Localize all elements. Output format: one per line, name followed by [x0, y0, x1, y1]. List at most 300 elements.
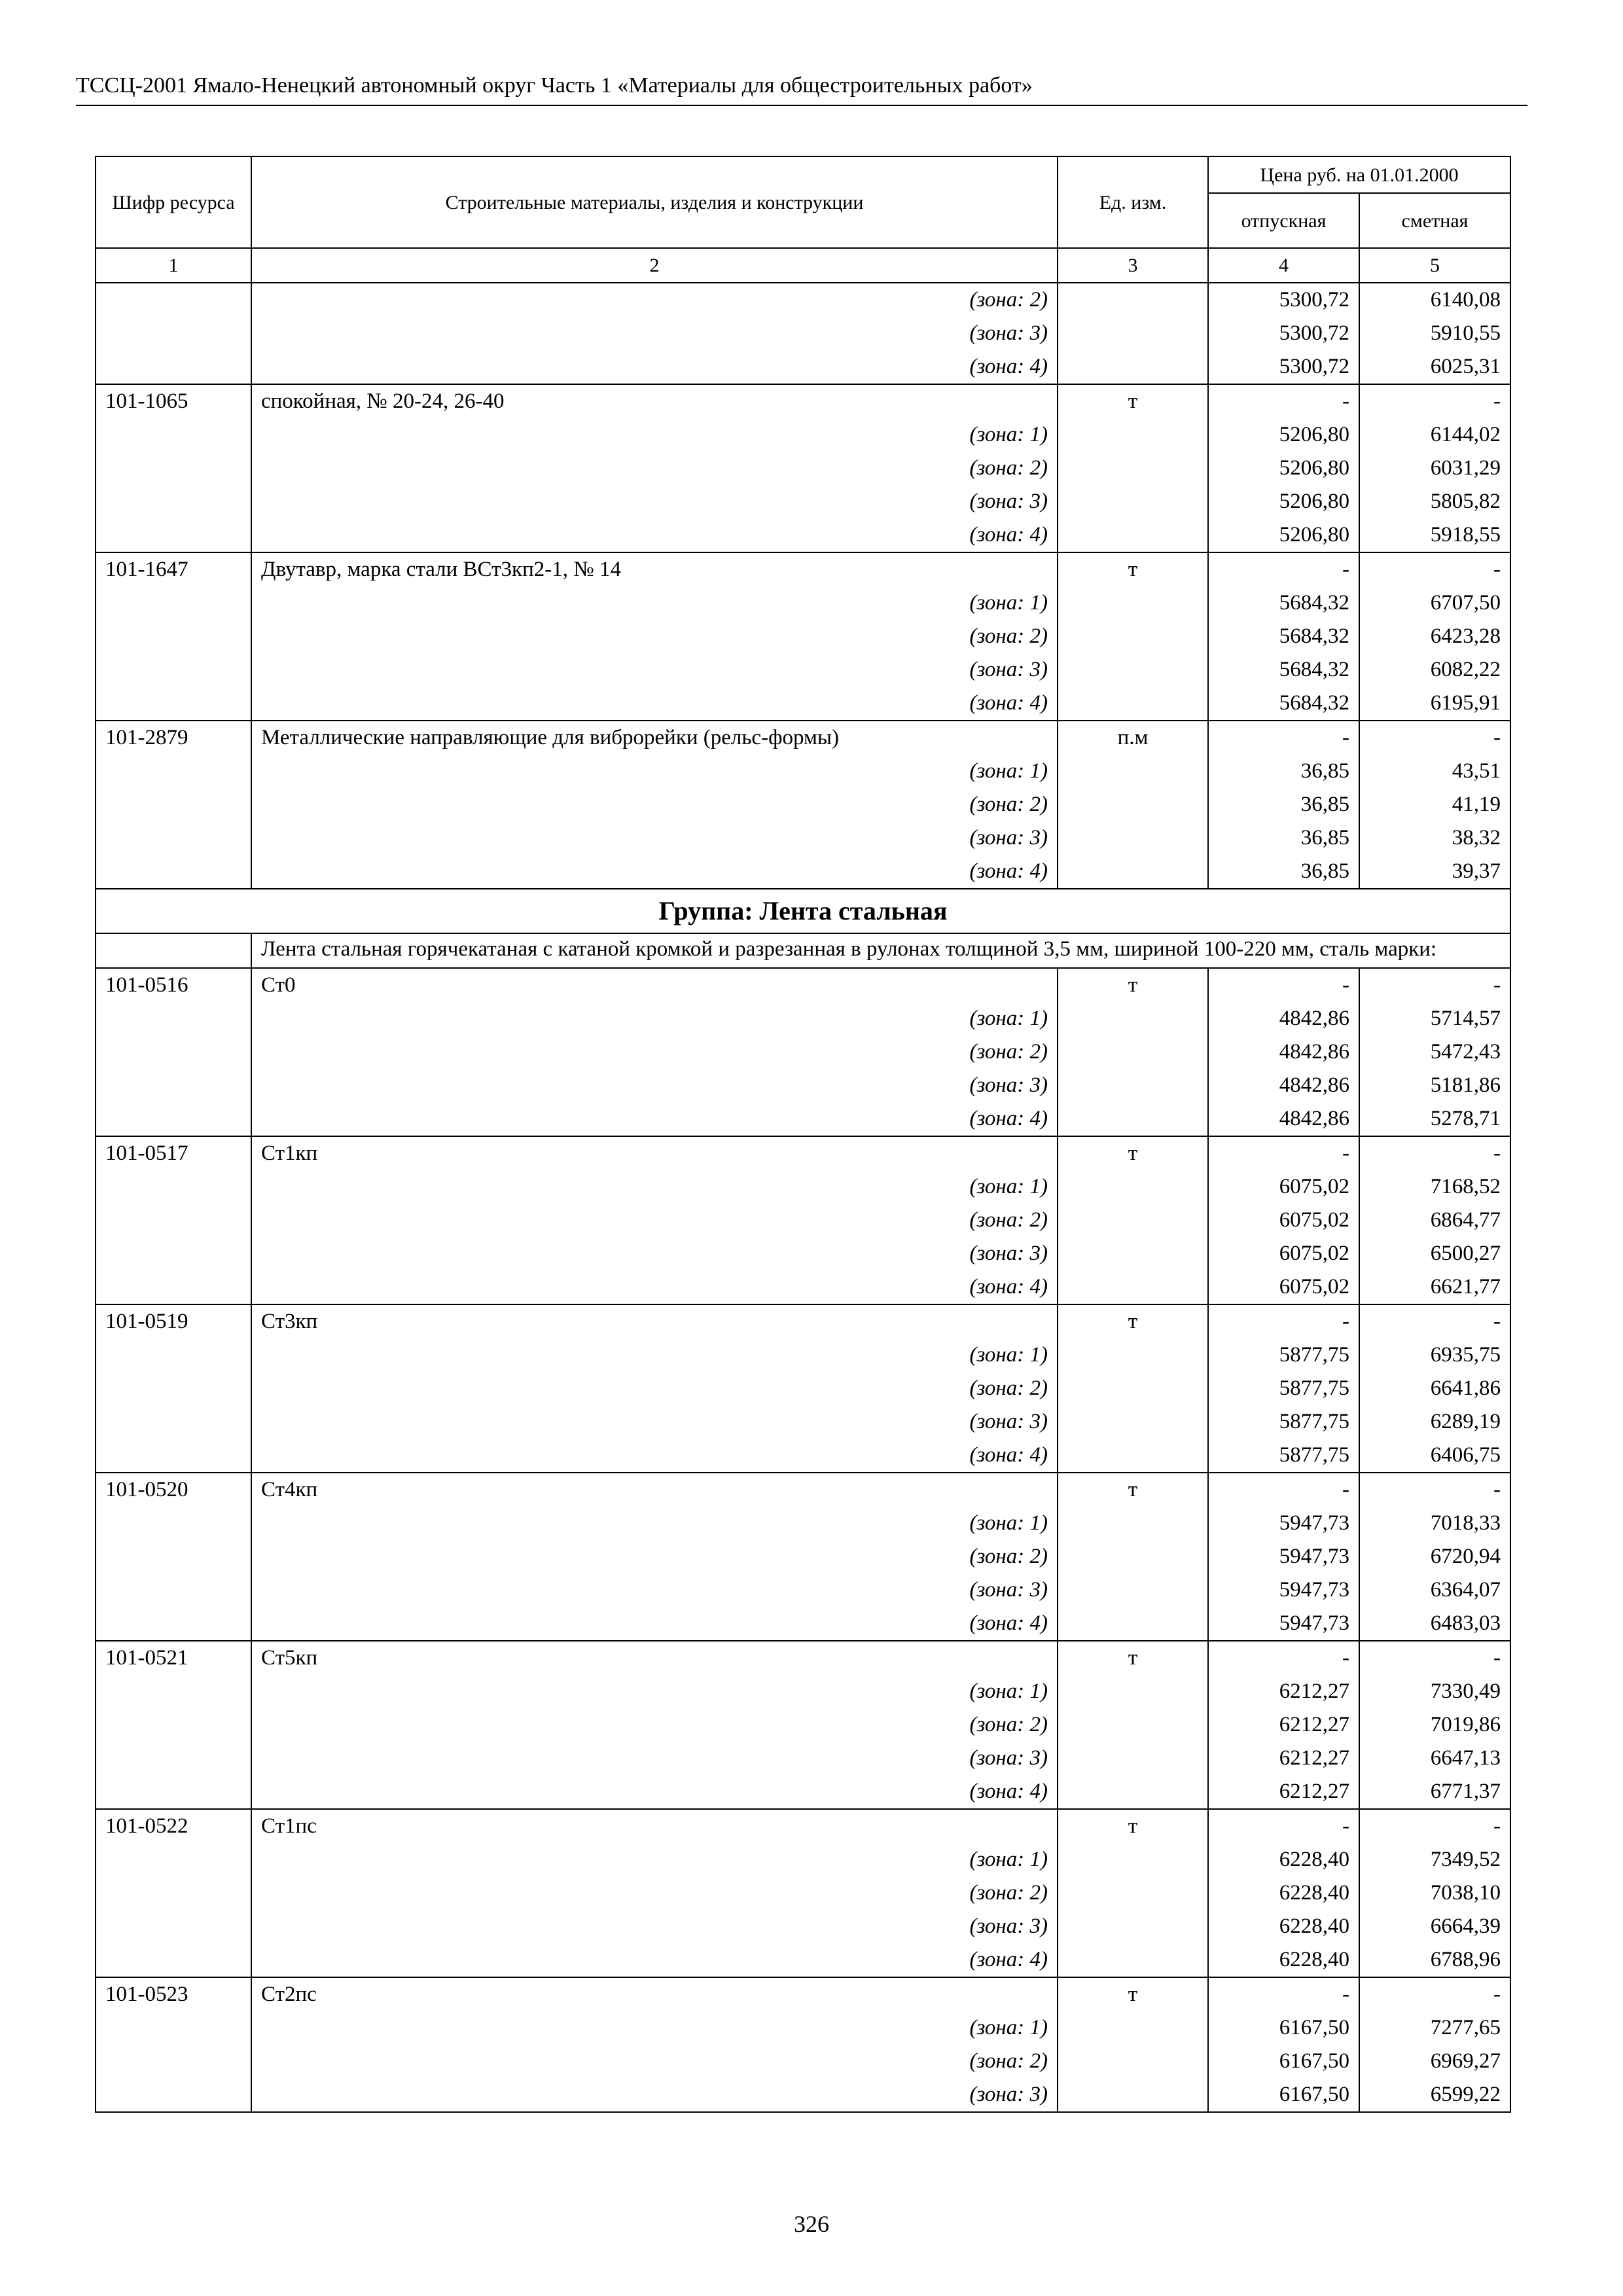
- unit-cell: [1058, 350, 1208, 384]
- zone-label: (зона: 1): [251, 1170, 1058, 1204]
- material-name: Ст0: [251, 968, 1058, 1002]
- col-header-name: Строительные материалы, изделия и конструкции: [251, 156, 1058, 248]
- zone-label: (зона: 2): [251, 1035, 1058, 1069]
- table-head: [96, 156, 1510, 283]
- code-cell: [96, 755, 251, 788]
- table-row: [96, 2011, 1510, 2045]
- release-price: 5300,72: [1208, 317, 1359, 350]
- code-cell: [96, 1270, 251, 1304]
- material-name: Ст5кп: [251, 1641, 1058, 1675]
- table-row: [96, 1675, 1510, 1708]
- code-cell: [96, 1372, 251, 1405]
- unit-cell: [1058, 418, 1208, 452]
- estimate-price: 7018,33: [1359, 1507, 1510, 1540]
- estimate-price: -: [1359, 552, 1510, 586]
- estimate-price: 6082,22: [1359, 653, 1510, 687]
- table-row: [96, 968, 1510, 1002]
- release-price: 5684,32: [1208, 620, 1359, 653]
- release-price: -: [1208, 721, 1359, 755]
- zone-label: (зона: 4): [251, 350, 1058, 384]
- zone-label: (зона: 3): [251, 1069, 1058, 1102]
- estimate-price: 7168,52: [1359, 1170, 1510, 1204]
- release-price: 6212,27: [1208, 1675, 1359, 1708]
- table-row: [96, 384, 1510, 418]
- zone-label: (зона: 2): [251, 1876, 1058, 1910]
- estimate-price: 6935,75: [1359, 1338, 1510, 1372]
- table-row: [96, 350, 1510, 384]
- unit-cell: [1058, 518, 1208, 552]
- release-price: 36,85: [1208, 755, 1359, 788]
- zone-label: (зона: 3): [251, 1910, 1058, 1943]
- estimate-price: 6195,91: [1359, 687, 1510, 721]
- table-row: [96, 452, 1510, 485]
- unit-cell: т: [1058, 1136, 1208, 1170]
- estimate-price: 6707,50: [1359, 586, 1510, 620]
- release-price: 5947,73: [1208, 1607, 1359, 1641]
- unit-cell: [1058, 485, 1208, 518]
- col-header-unit: Ед. изм.: [1058, 156, 1208, 248]
- code-cell: [96, 1843, 251, 1876]
- unit-cell: [1058, 1372, 1208, 1405]
- estimate-price: 5805,82: [1359, 485, 1510, 518]
- release-price: 6075,02: [1208, 1170, 1359, 1204]
- zone-label: (зона: 3): [251, 2078, 1058, 2112]
- code-cell: [96, 1910, 251, 1943]
- unit-cell: [1058, 1002, 1208, 1035]
- estimate-price: 38,32: [1359, 821, 1510, 855]
- code-cell: [96, 1775, 251, 1809]
- unit-cell: [1058, 1102, 1208, 1136]
- material-name: Ст4кп: [251, 1473, 1058, 1507]
- release-price: -: [1208, 384, 1359, 418]
- material-name: спокойная, № 20-24, 26-40: [251, 384, 1058, 418]
- resource-code: 101-0516: [96, 968, 251, 1002]
- estimate-price: -: [1359, 1304, 1510, 1338]
- items-section-a: [96, 384, 1510, 889]
- code-cell: [96, 1069, 251, 1102]
- estimate-price: 5181,86: [1359, 1069, 1510, 1102]
- unit-cell: т: [1058, 1641, 1208, 1675]
- release-price: 5947,73: [1208, 1507, 1359, 1540]
- table-row: [96, 1573, 1510, 1607]
- code-cell: [96, 1708, 251, 1742]
- estimate-price: 6788,96: [1359, 1943, 1510, 1977]
- release-price: 6075,02: [1208, 1270, 1359, 1304]
- unit-cell: [1058, 1237, 1208, 1270]
- code-cell: [96, 1507, 251, 1540]
- code-cell: [96, 1204, 251, 1237]
- table-row: [96, 1069, 1510, 1102]
- table-row: [96, 1035, 1510, 1069]
- table-row: [96, 1809, 1510, 1843]
- estimate-price: 6647,13: [1359, 1742, 1510, 1775]
- table-row: [96, 1742, 1510, 1775]
- estimate-price: 7330,49: [1359, 1675, 1510, 1708]
- material-name: Ст2пс: [251, 1977, 1058, 2011]
- zone-label: (зона: 1): [251, 1002, 1058, 1035]
- zone-label: (зона: 1): [251, 755, 1058, 788]
- estimate-price: 6771,37: [1359, 1775, 1510, 1809]
- estimate-price: 6864,77: [1359, 1204, 1510, 1237]
- table-row: [96, 1943, 1510, 1977]
- code-cell: [96, 586, 251, 620]
- zone-label: (зона: 3): [251, 1742, 1058, 1775]
- estimate-price: 7038,10: [1359, 1876, 1510, 1910]
- release-price: 4842,86: [1208, 1069, 1359, 1102]
- estimate-price: -: [1359, 1809, 1510, 1843]
- table-row: [96, 1136, 1510, 1170]
- estimate-price: 39,37: [1359, 855, 1510, 889]
- code-cell: [96, 2045, 251, 2078]
- unit-cell: т: [1058, 552, 1208, 586]
- unit-cell: [1058, 1270, 1208, 1304]
- unit-cell: [1058, 586, 1208, 620]
- table-row: [96, 821, 1510, 855]
- table-row: [96, 1204, 1510, 1237]
- header-rule: [76, 105, 1527, 106]
- release-price: 5877,75: [1208, 1338, 1359, 1372]
- unit-cell: т: [1058, 384, 1208, 418]
- code-cell: [96, 1943, 251, 1977]
- release-price: 5684,32: [1208, 586, 1359, 620]
- estimate-price: -: [1359, 384, 1510, 418]
- unit-cell: [1058, 653, 1208, 687]
- unit-cell: [1058, 317, 1208, 350]
- code-cell: [96, 1675, 251, 1708]
- table-row: [96, 1002, 1510, 1035]
- zone-label: (зона: 1): [251, 586, 1058, 620]
- release-price: 5877,75: [1208, 1372, 1359, 1405]
- estimate-price: 6140,08: [1359, 283, 1510, 317]
- table-row: [96, 1843, 1510, 1876]
- code-cell: [96, 1170, 251, 1204]
- zone-label: (зона: 1): [251, 1338, 1058, 1372]
- release-price: 6228,40: [1208, 1910, 1359, 1943]
- table-row: [96, 855, 1510, 889]
- estimate-price: 5278,71: [1359, 1102, 1510, 1136]
- code-cell: [96, 1876, 251, 1910]
- code-cell: [96, 1102, 251, 1136]
- release-price: 5206,80: [1208, 452, 1359, 485]
- release-price: 6228,40: [1208, 1943, 1359, 1977]
- table-row: [96, 1304, 1510, 1338]
- table-row: [96, 317, 1510, 350]
- zone-label: (зона: 1): [251, 1675, 1058, 1708]
- zone-label: (зона: 4): [251, 1102, 1058, 1136]
- code-cell: [96, 1540, 251, 1573]
- zone-label: (зона: 4): [251, 1270, 1058, 1304]
- zone-label: (зона: 1): [251, 1507, 1058, 1540]
- table-row: [96, 1775, 1510, 1809]
- release-price: 6075,02: [1208, 1237, 1359, 1270]
- release-price: 6167,50: [1208, 2045, 1359, 2078]
- unit-cell: [1058, 1204, 1208, 1237]
- zone-label: (зона: 4): [251, 855, 1058, 889]
- release-price: 5947,73: [1208, 1540, 1359, 1573]
- table-row: [96, 2078, 1510, 2112]
- estimate-price: 6599,22: [1359, 2078, 1510, 2112]
- unit-cell: [1058, 1069, 1208, 1102]
- code-cell: [96, 283, 251, 317]
- col-header-release: отпускная: [1208, 193, 1359, 248]
- zone-label: (зона: 4): [251, 1943, 1058, 1977]
- estimate-price: 5714,57: [1359, 1002, 1510, 1035]
- zone-label: (зона: 4): [251, 1439, 1058, 1473]
- page-number: 326: [794, 2211, 829, 2237]
- unit-cell: [1058, 755, 1208, 788]
- code-cell: [96, 1439, 251, 1473]
- estimate-price: 6664,39: [1359, 1910, 1510, 1943]
- col-header-code: Шифр ресурса: [96, 156, 251, 248]
- code-cell: [96, 788, 251, 821]
- zone-label: (зона: 3): [251, 1405, 1058, 1439]
- table-row: [96, 1102, 1510, 1136]
- continuation-rows: [96, 283, 1510, 384]
- release-price: 5947,73: [1208, 1573, 1359, 1607]
- code-cell: [96, 687, 251, 721]
- code-cell: [96, 1035, 251, 1069]
- estimate-price: 6641,86: [1359, 1372, 1510, 1405]
- unit-cell: т: [1058, 1809, 1208, 1843]
- unit-cell: [1058, 788, 1208, 821]
- resource-code: 101-0523: [96, 1977, 251, 2011]
- zone-label: (зона: 2): [251, 620, 1058, 653]
- material-name: Ст1кп: [251, 1136, 1058, 1170]
- release-price: -: [1208, 1641, 1359, 1675]
- code-cell: [96, 1405, 251, 1439]
- release-price: 36,85: [1208, 821, 1359, 855]
- estimate-price: 6025,31: [1359, 350, 1510, 384]
- estimate-price: 7349,52: [1359, 1843, 1510, 1876]
- table-row: [96, 1641, 1510, 1675]
- resource-code: 101-1065: [96, 384, 251, 418]
- unit-cell: [1058, 1742, 1208, 1775]
- estimate-price: 6031,29: [1359, 452, 1510, 485]
- table-row: [96, 1372, 1510, 1405]
- unit-cell: т: [1058, 1304, 1208, 1338]
- estimate-price: 6289,19: [1359, 1405, 1510, 1439]
- col-number: 3: [1058, 248, 1208, 283]
- zone-label: (зона: 4): [251, 1775, 1058, 1809]
- table-row: [96, 2045, 1510, 2078]
- estimate-price: 6406,75: [1359, 1439, 1510, 1473]
- unit-cell: [1058, 821, 1208, 855]
- unit-cell: [1058, 1540, 1208, 1573]
- code-cell: [96, 855, 251, 889]
- release-price: 6167,50: [1208, 2078, 1359, 2112]
- unit-cell: [1058, 2078, 1208, 2112]
- estimate-price: 5918,55: [1359, 518, 1510, 552]
- unit-cell: [1058, 1035, 1208, 1069]
- unit-cell: [1058, 2011, 1208, 2045]
- release-price: 4842,86: [1208, 1035, 1359, 1069]
- unit-cell: [1058, 1876, 1208, 1910]
- release-price: 5206,80: [1208, 518, 1359, 552]
- unit-cell: [1058, 1708, 1208, 1742]
- table-row: [96, 1507, 1510, 1540]
- unit-cell: [1058, 1338, 1208, 1372]
- unit-cell: [1058, 1439, 1208, 1473]
- zone-label: (зона: 3): [251, 821, 1058, 855]
- code-cell: [96, 350, 251, 384]
- release-price: -: [1208, 1809, 1359, 1843]
- release-price: -: [1208, 968, 1359, 1002]
- estimate-price: 5910,55: [1359, 317, 1510, 350]
- unit-cell: [1058, 1675, 1208, 1708]
- material-name: Ст1пс: [251, 1809, 1058, 1843]
- estimate-price: 6144,02: [1359, 418, 1510, 452]
- code-cell: [96, 653, 251, 687]
- group-section: [96, 889, 1510, 968]
- table-row: [96, 755, 1510, 788]
- estimate-price: 6969,27: [1359, 2045, 1510, 2078]
- table-row: [96, 283, 1510, 317]
- col-number: 4: [1208, 248, 1359, 283]
- release-price: -: [1208, 1304, 1359, 1338]
- zone-label: (зона: 4): [251, 518, 1058, 552]
- material-name: Двутавр, марка стали ВСт3кп2-1, № 14: [251, 552, 1058, 586]
- zone-label: (зона: 1): [251, 418, 1058, 452]
- material-name: Металлические направляющие для виброрейки (рельс-формы): [251, 721, 1058, 755]
- table-row: [96, 788, 1510, 821]
- col-header-estimate: сметная: [1359, 193, 1510, 248]
- estimate-price: 7277,65: [1359, 2011, 1510, 2045]
- table-row: [96, 1170, 1510, 1204]
- estimate-price: -: [1359, 1977, 1510, 2011]
- release-price: 5877,75: [1208, 1439, 1359, 1473]
- estimate-price: -: [1359, 1136, 1510, 1170]
- zone-label: (зона: 2): [251, 1540, 1058, 1573]
- items-section-b: [96, 968, 1510, 2112]
- table-row: [96, 518, 1510, 552]
- estimate-price: 6621,77: [1359, 1270, 1510, 1304]
- table-row: [96, 1977, 1510, 2011]
- code-cell: [96, 1237, 251, 1270]
- unit-cell: [1058, 1170, 1208, 1204]
- unit-cell: [1058, 452, 1208, 485]
- table-row: [96, 1338, 1510, 1372]
- resource-code: 101-0517: [96, 1136, 251, 1170]
- intro-code-cell: [96, 933, 251, 968]
- release-price: 6167,50: [1208, 2011, 1359, 2045]
- material-name: Ст3кп: [251, 1304, 1058, 1338]
- estimate-price: 41,19: [1359, 788, 1510, 821]
- col-number: 2: [251, 248, 1058, 283]
- table-row: [96, 1607, 1510, 1641]
- zone-label: (зона: 3): [251, 1573, 1058, 1607]
- unit-cell: [1058, 687, 1208, 721]
- code-cell: [96, 1742, 251, 1775]
- release-price: 5877,75: [1208, 1405, 1359, 1439]
- table-row: [96, 1708, 1510, 1742]
- zone-label: (зона: 4): [251, 1607, 1058, 1641]
- unit-cell: [1058, 855, 1208, 889]
- unit-cell: [1058, 1405, 1208, 1439]
- release-price: 4842,86: [1208, 1102, 1359, 1136]
- release-price: 6075,02: [1208, 1204, 1359, 1237]
- unit-cell: п.м: [1058, 721, 1208, 755]
- resource-code: 101-0520: [96, 1473, 251, 1507]
- release-price: 6212,27: [1208, 1708, 1359, 1742]
- table-row: [96, 653, 1510, 687]
- unit-cell: т: [1058, 1977, 1208, 2011]
- release-price: 6212,27: [1208, 1742, 1359, 1775]
- zone-label: (зона: 2): [251, 1204, 1058, 1237]
- code-cell: [96, 2078, 251, 2112]
- estimate-price: 43,51: [1359, 755, 1510, 788]
- release-price: 5684,32: [1208, 653, 1359, 687]
- zone-label: (зона: 2): [251, 452, 1058, 485]
- code-cell: [96, 518, 251, 552]
- estimate-price: 5472,43: [1359, 1035, 1510, 1069]
- zone-label: (зона: 2): [251, 2045, 1058, 2078]
- unit-cell: [1058, 1573, 1208, 1607]
- code-cell: [96, 2011, 251, 2045]
- zone-label: (зона: 2): [251, 1708, 1058, 1742]
- unit-cell: [1058, 283, 1208, 317]
- zone-label: (зона: 1): [251, 1843, 1058, 1876]
- table-row: [96, 1237, 1510, 1270]
- code-cell: [96, 620, 251, 653]
- release-price: 5300,72: [1208, 283, 1359, 317]
- release-price: 36,85: [1208, 855, 1359, 889]
- resource-code: 101-0519: [96, 1304, 251, 1338]
- estimate-price: -: [1359, 1641, 1510, 1675]
- zone-label: (зона: 1): [251, 2011, 1058, 2045]
- release-price: 6228,40: [1208, 1876, 1359, 1910]
- code-cell: [96, 485, 251, 518]
- col-number: 1: [96, 248, 251, 283]
- release-price: 5206,80: [1208, 418, 1359, 452]
- price-table: [95, 156, 1511, 2113]
- unit-cell: [1058, 1607, 1208, 1641]
- resource-code: 101-0522: [96, 1809, 251, 1843]
- unit-cell: [1058, 1910, 1208, 1943]
- zone-label: (зона: 2): [251, 283, 1058, 317]
- zone-label: (зона: 3): [251, 1237, 1058, 1270]
- table-row: [96, 586, 1510, 620]
- unit-cell: [1058, 1843, 1208, 1876]
- release-price: -: [1208, 552, 1359, 586]
- estimate-price: -: [1359, 1473, 1510, 1507]
- resource-code: 101-1647: [96, 552, 251, 586]
- table-row: [96, 485, 1510, 518]
- unit-cell: т: [1058, 968, 1208, 1002]
- estimate-price: -: [1359, 721, 1510, 755]
- release-price: 6228,40: [1208, 1843, 1359, 1876]
- estimate-price: 6720,94: [1359, 1540, 1510, 1573]
- code-cell: [96, 418, 251, 452]
- unit-cell: [1058, 1775, 1208, 1809]
- table-row: [96, 1270, 1510, 1304]
- col-header-price: Цена руб. на 01.01.2000: [1208, 156, 1510, 193]
- code-cell: [96, 452, 251, 485]
- release-price: 5684,32: [1208, 687, 1359, 721]
- table-row: [96, 721, 1510, 755]
- group-title: Группа: Лента стальная: [96, 889, 1510, 933]
- unit-cell: т: [1058, 1473, 1208, 1507]
- unit-cell: [1058, 1943, 1208, 1977]
- zone-label: (зона: 3): [251, 653, 1058, 687]
- release-price: -: [1208, 1977, 1359, 2011]
- code-cell: [96, 821, 251, 855]
- table-row: [96, 1540, 1510, 1573]
- unit-cell: [1058, 1507, 1208, 1540]
- release-price: 6212,27: [1208, 1775, 1359, 1809]
- resource-code: 101-2879: [96, 721, 251, 755]
- table-row: [96, 418, 1510, 452]
- estimate-price: 6423,28: [1359, 620, 1510, 653]
